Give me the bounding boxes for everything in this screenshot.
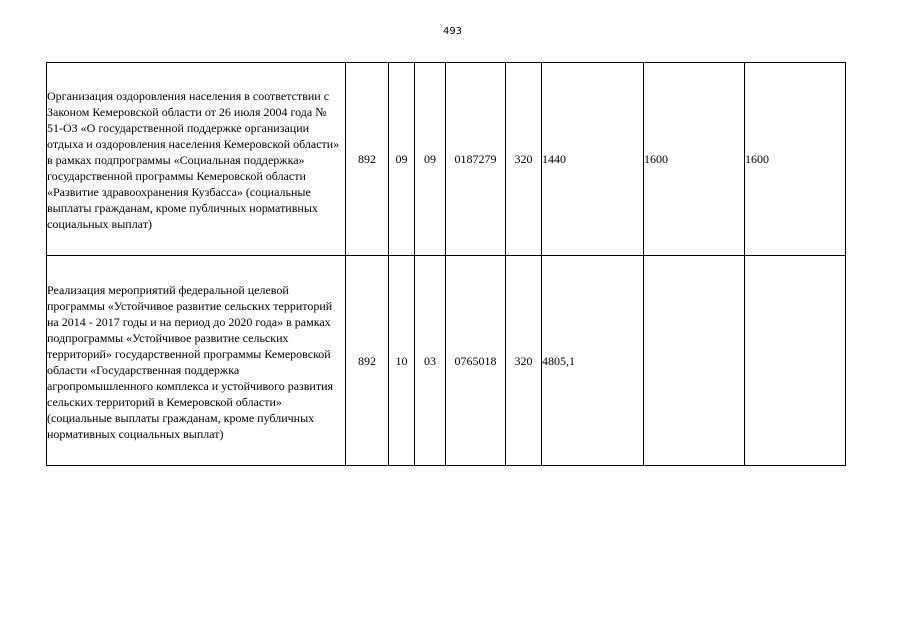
section-cell: 10 [389, 256, 415, 466]
amount-year-2-cell [644, 256, 745, 466]
expense-type-cell: 320 [506, 63, 542, 256]
table-row [47, 63, 846, 256]
amount-year-1-cell: 4805,1 [542, 256, 644, 466]
target-article-cell: 0187279 [446, 63, 506, 256]
page-number: 493 [442, 26, 463, 37]
table-row [47, 256, 846, 466]
amount-year-1-cell: 1440 [542, 63, 644, 256]
amount-year-2-cell: 1600 [644, 63, 745, 256]
expense-type-cell: 320 [506, 256, 542, 466]
target-article-cell: 0765018 [446, 256, 506, 466]
subsection-cell: 09 [415, 63, 446, 256]
subsection-cell: 03 [415, 256, 446, 466]
expense-description: Организация оздоровления населения в соответствии с Законом Кемеровской области от 26 июля 2004 года № 51-ОЗ «О государственной поддержке организации отдыха и оздоровления населения Кемеровской области» в рамках подпрограммы «Социальная поддержка» государственной программы Кемеровской области «Развитие здравоохранения Кузбасса» (социальные выплаты гражданам, кроме публичных нормативных социальных выплат) [47, 63, 346, 256]
amount-year-3-cell: 1600 [745, 63, 846, 256]
budget-table [46, 62, 846, 466]
expense-description: Реализация мероприятий федеральной целевой программы «Устойчивое развитие сельских территорий на 2014 - 2017 годы и на период до 2020 года» в рамках подпрограммы «Устойчивое развитие сельских территорий» государственной программы Кемеровской области «Государственная поддержка агропромышленного комплекса и устойчивого развития сельских территорий в Кемеровской области» (социальные выплаты гражданам, кроме публичных нормативных социальных выплат) [47, 256, 346, 466]
amount-year-3-cell [745, 256, 846, 466]
ministry-code-cell: 892 [346, 63, 389, 256]
ministry-code-cell: 892 [346, 256, 389, 466]
section-cell: 09 [389, 63, 415, 256]
